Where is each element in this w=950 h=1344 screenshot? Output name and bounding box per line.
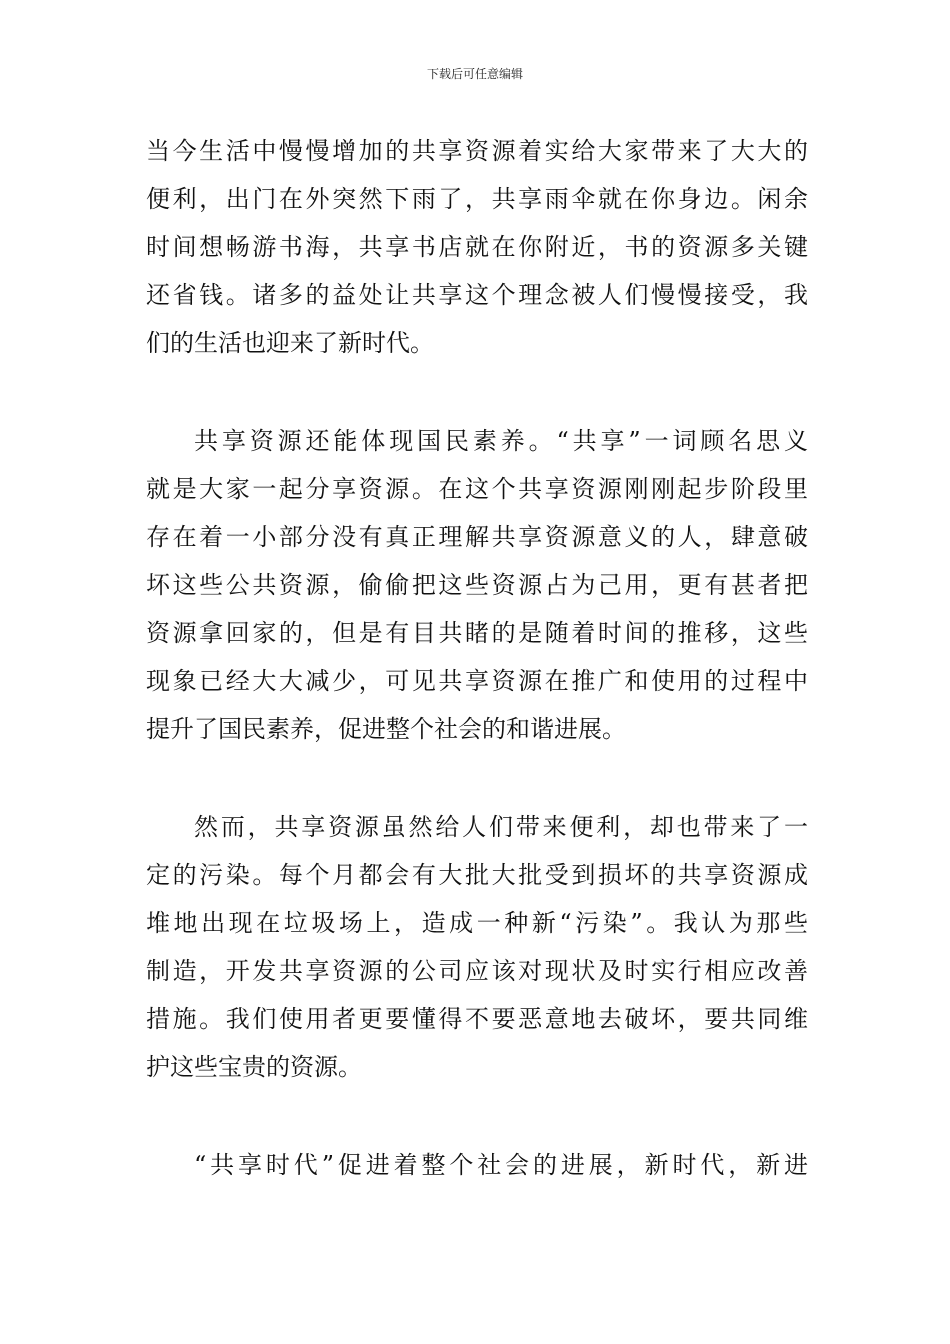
text-line: 提升了国民素养，促进整个社会的和谐进展。 (146, 715, 626, 743)
text-line: 堆地出现在垃圾场上，造成一种新“污染”。我认为那些 (146, 909, 808, 937)
text-line: 便利，出门在外突然下雨了，共享雨伞就在你身边。闲余 (146, 185, 808, 213)
text-line: 坏这些公共资源，偷偷把这些资源占为己用，更有甚者把 (146, 571, 808, 599)
text-line: 就是大家一起分享资源。在这个共享资源刚刚起步阶段里 (146, 475, 808, 503)
paragraph-1 (146, 127, 808, 367)
text-line: 当今生活中慢慢增加的共享资源着实给大家带来了大大的 (146, 137, 808, 165)
text-line: 存在着一小部分没有真正理解共享资源意义的人，肆意破 (146, 523, 808, 551)
document-body (146, 127, 808, 1189)
text-line: “共享时代”促进着整个社会的进展，新时代，新进 (194, 1151, 808, 1179)
text-line: 们的生活也迎来了新时代。 (146, 329, 434, 357)
paragraph-2 (146, 417, 808, 753)
paragraph-gap (146, 753, 808, 803)
text-line: 共享资源还能体现国民素养。“共享”一词顾名思义 (194, 427, 808, 455)
text-line: 护这些宝贵的资源。 (146, 1053, 362, 1081)
text-line: 资源拿回家的，但是有目共睹的是随着时间的推移，这些 (146, 619, 808, 647)
text-line: 然而，共享资源虽然给人们带来便利，却也带来了一 (194, 813, 808, 841)
text-line: 还省钱。诸多的益处让共享这个理念被人们慢慢接受，我 (146, 281, 808, 309)
paragraph-gap (146, 1091, 808, 1141)
text-line: 时间想畅游书海，共享书店就在你附近，书的资源多关键 (146, 233, 808, 261)
text-line: 制造，开发共享资源的公司应该对现状及时实行相应改善 (146, 957, 808, 985)
text-line: 措施。我们使用者更要懂得不要恶意地去破坏，要共同维 (146, 1005, 808, 1033)
paragraph-gap (146, 367, 808, 417)
text-line: 定的污染。每个月都会有大批大批受到损坏的共享资源成 (146, 861, 808, 889)
paragraph-3 (146, 803, 808, 1091)
paragraph-4 (146, 1141, 808, 1189)
text-line: 现象已经大大减少，可见共享资源在推广和使用的过程中 (146, 667, 808, 695)
page-header: 下载后可任意编辑 (426, 67, 523, 81)
